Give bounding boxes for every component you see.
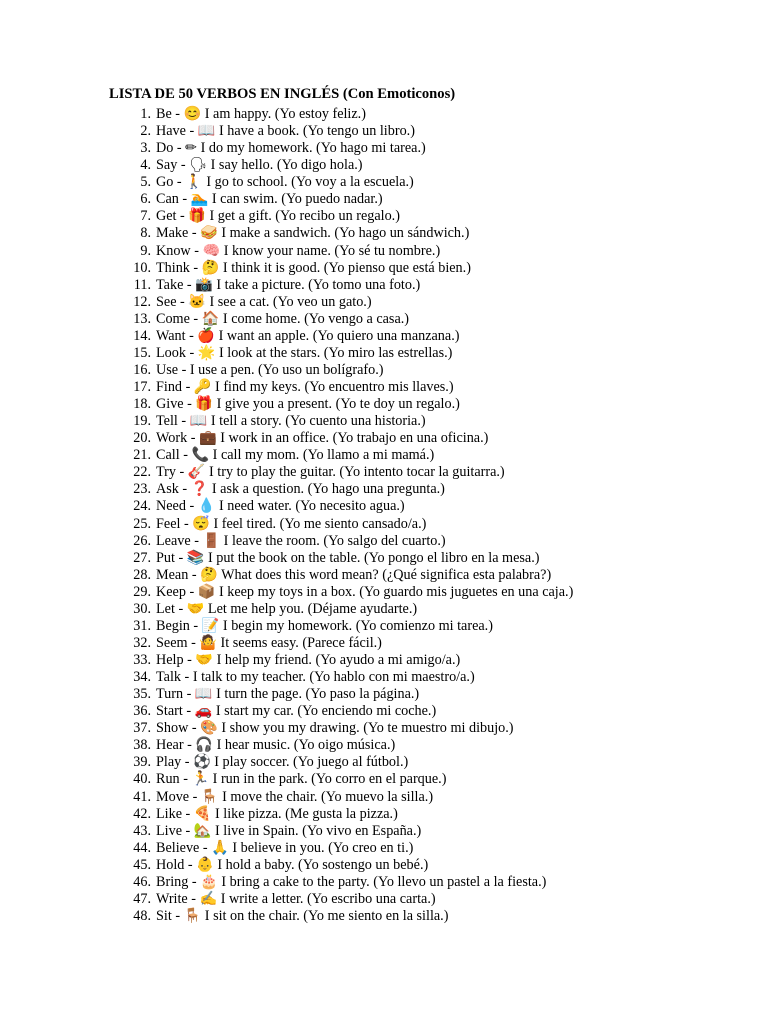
- list-item-number: 7.: [140, 208, 151, 225]
- list-item-number: 43.: [133, 822, 151, 839]
- list-item-text: Keep - 📦 I keep my toys in a box. (Yo guardo mis juguetes en una caja.): [156, 583, 574, 600]
- list-item-number: 13.: [133, 310, 151, 327]
- list-item-number: 6.: [140, 191, 151, 208]
- list-item-number: 22.: [133, 464, 151, 481]
- list-item-text: Turn - 📖 I turn the page. (Yo paso la página.): [156, 686, 420, 703]
- document-title: LISTA DE 50 VERBOS EN INGLÉS (Con Emoticonos): [109, 86, 456, 102]
- list-item-text: Need - 💧 I need water. (Yo necesito agua.): [156, 498, 405, 515]
- list-item-number: 47.: [133, 890, 151, 907]
- list-item-number: 35.: [133, 686, 151, 703]
- list-item-text: Tell - 📖 I tell a story. (Yo cuento una historia.): [156, 413, 426, 430]
- list-item-text: See - 🐱 I see a cat. (Yo veo un gato.): [156, 293, 372, 310]
- list-item-number: 37.: [133, 720, 151, 737]
- list-item-number: 25.: [133, 515, 151, 532]
- list-item-text: Write - ✍ I write a letter. (Yo escribo una carta.): [156, 890, 436, 907]
- list-item-number: 8.: [140, 225, 151, 242]
- list-item-text: Feel - 😴 I feel tired. (Yo me siento cansado/a.): [156, 515, 427, 532]
- list-item-number: 34.: [133, 669, 151, 686]
- list-item-number: 45.: [133, 856, 151, 873]
- list-item-number: 20.: [133, 430, 151, 447]
- list-item-number: 33.: [133, 652, 151, 668]
- list-item-number: 24.: [133, 498, 151, 515]
- list-item-text: Take - 📸 I take a picture. (Yo tomo una foto.): [156, 276, 421, 293]
- list-item-number: 14.: [133, 327, 151, 344]
- list-item-number: 4.: [140, 157, 151, 174]
- list-item-text: Hear - 🎧 I hear music. (Yo oigo música.): [156, 737, 396, 754]
- list-item-text: Get - 🎁 I get a gift. (Yo recibo un regalo.): [156, 208, 400, 225]
- list-item-text: Talk - I talk to my teacher. (Yo hablo con mi maestro/a.): [156, 669, 475, 686]
- list-item-text: Give - 🎁 I give you a present. (Yo te doy un regalo.): [156, 396, 460, 413]
- list-item-number: 21.: [133, 447, 151, 464]
- list-item-text: Go - 🚶 I go to school. (Yo voy a la escuela.): [156, 174, 414, 191]
- list-item-number: 15.: [133, 344, 151, 361]
- list-item-text: Believe - 🙏 I believe in you. (Yo creo en ti.): [156, 839, 414, 856]
- list-item-text: Say - 🗣 I say hello. (Yo digo hola.): [156, 157, 363, 174]
- list-item-text: Help - 🤝 I help my friend. (Yo ayudo a mi amigo/a.): [156, 652, 461, 668]
- list-item-number: 29.: [133, 583, 151, 600]
- list-item-number: 39.: [133, 754, 151, 771]
- list-item-number: 44.: [133, 839, 151, 856]
- list-item-text: Bring - 🎂 I bring a cake to the party. (Yo llevo un pastel a la fiesta.): [156, 873, 547, 890]
- list-item-text: Move - 🪑 I move the chair. (Yo muevo la silla.): [156, 788, 434, 805]
- list-item-number: 26.: [133, 532, 151, 549]
- list-item-text: Know - 🧠 I know your name. (Yo sé tu nombre.): [156, 242, 441, 259]
- list-item-text: Play - ⚽ I play soccer. (Yo juego al fútbol.): [156, 754, 409, 771]
- list-item-text: Mean - 🤔 What does this word mean? (¿Qué significa esta palabra?): [156, 566, 552, 583]
- list-item-text: Call - 📞 I call my mom. (Yo llamo a mi mamá.): [156, 447, 435, 464]
- list-item-number: 16.: [133, 361, 151, 378]
- list-item-text: Look - 🌟 I look at the stars. (Yo miro las estrellas.): [156, 344, 453, 361]
- list-item-text: Come - 🏠 I come home. (Yo vengo a casa.): [156, 310, 410, 327]
- list-item-number: 19.: [133, 413, 151, 430]
- list-item-number: 31.: [133, 617, 151, 634]
- list-item-number: 36.: [133, 703, 151, 720]
- list-item-text: Be - 😊 I am happy. (Yo estoy feliz.): [156, 106, 366, 122]
- list-item-number: 9.: [140, 242, 151, 259]
- list-item-text: Sit - 🪑 I sit on the chair. (Yo me siento en la silla.): [156, 907, 449, 924]
- list-item-number: 48.: [133, 907, 151, 924]
- list-item-text: Put - 📚 I put the book on the table. (Yo pongo el libro en la mesa.): [156, 549, 540, 566]
- list-item-text: Work - 💼 I work in an office. (Yo trabajo en una oficina.): [156, 430, 489, 447]
- list-item-text: Can - 🏊 I can swim. (Yo puedo nadar.): [156, 191, 383, 208]
- list-item-text: Run - 🏃 I run in the park. (Yo corro en el parque.): [156, 771, 447, 788]
- list-item-number: 23.: [133, 481, 151, 498]
- list-item-number: 40.: [133, 771, 151, 788]
- list-item-text: Hold - 👶 I hold a baby. (Yo sostengo un bebé.): [156, 856, 429, 873]
- list-item-text: Show - 🎨 I show you my drawing. (Yo te muestro mi dibujo.): [156, 720, 514, 737]
- list-item-number: 17.: [133, 379, 151, 395]
- list-item-text: Do - ✏ I do my homework. (Yo hago mi tarea.): [156, 140, 426, 157]
- list-item-number: 18.: [133, 396, 151, 413]
- list-item-number: 38.: [133, 737, 151, 754]
- list-item-text: Live - 🏡 I live in Spain. (Yo vivo en España.): [156, 822, 422, 839]
- list-item-number: 3.: [140, 140, 151, 157]
- list-item-text: Seem - 🤷 It seems easy. (Parece fácil.): [156, 634, 382, 651]
- list-item-text: Have - 📖 I have a book. (Yo tengo un libro.): [156, 123, 415, 140]
- list-item-number: 5.: [140, 174, 151, 191]
- list-item-text: Ask - ❓ I ask a question. (Yo hago una pregunta.): [156, 481, 445, 498]
- list-item-text: Let - 🤝 Let me help you. (Déjame ayudarte.): [156, 600, 418, 617]
- list-item-number: 2.: [140, 123, 151, 140]
- list-item-number: 41.: [133, 788, 151, 805]
- list-item-number: 46.: [133, 873, 151, 890]
- list-item-text: Like - 🍕 I like pizza. (Me gusta la pizza.): [156, 805, 398, 822]
- list-item-number: 32.: [133, 634, 151, 651]
- list-item-text: Try - 🎸 I try to play the guitar. (Yo intento tocar la guitarra.): [156, 464, 505, 481]
- list-item-number: 12.: [133, 293, 151, 310]
- list-item-text: Begin - 📝 I begin my homework. (Yo comienzo mi tarea.): [156, 617, 493, 634]
- list-item-text: Want - 🍎 I want an apple. (Yo quiero una manzana.): [156, 327, 460, 344]
- list-item-text: Think - 🤔 I think it is good. (Yo pienso que está bien.): [156, 259, 471, 276]
- list-item-number: 1.: [140, 106, 151, 122]
- list-item-text: Make - 🥪 I make a sandwich. (Yo hago un sándwich.): [156, 225, 470, 242]
- list-item-number: 10.: [133, 259, 151, 276]
- list-item-number: 28.: [133, 566, 151, 583]
- list-item-text: Use - I use a pen. (Yo uso un bolígrafo.): [156, 361, 384, 378]
- list-item-number: 11.: [133, 276, 151, 293]
- list-item-number: 27.: [133, 549, 151, 566]
- list-item-number: 30.: [133, 600, 151, 617]
- list-item-text: Leave - 🚪 I leave the room. (Yo salgo del cuarto.): [156, 532, 446, 549]
- list-item-text: Start - 🚗 I start my car. (Yo enciendo mi coche.): [156, 703, 437, 720]
- list-item-number: 42.: [133, 805, 151, 822]
- list-item-text: Find - 🔑 I find my keys. (Yo encuentro mis llaves.): [156, 379, 454, 395]
